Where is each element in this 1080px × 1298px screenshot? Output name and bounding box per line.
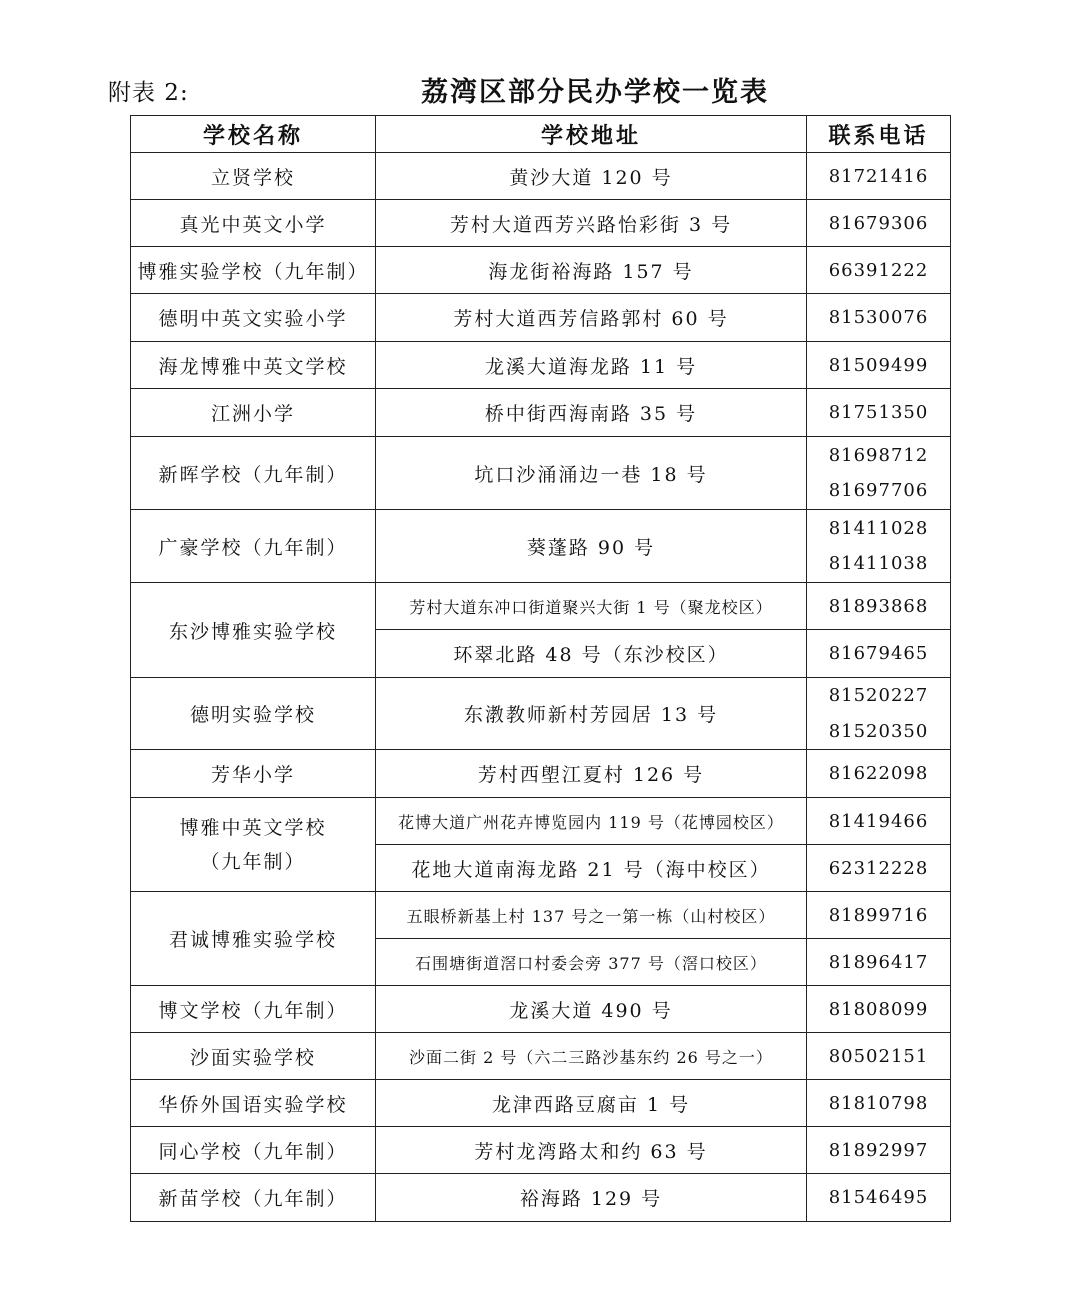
school-phone: 81679306 [807, 200, 951, 247]
table-row [131, 1174, 951, 1222]
school-phone: 81721416 [807, 153, 951, 200]
table-row [131, 342, 951, 389]
school-address: 沙面二街 2 号（六二三路沙基东约 26 号之一） [376, 1033, 807, 1080]
school-name: 博文学校（九年制） [131, 986, 376, 1033]
school-phone: 81520227 [828, 685, 929, 706]
school-name: 东沙博雅实验学校 [131, 583, 376, 678]
school-name-suffix: （九年制） [200, 850, 306, 873]
school-name: 新苗学校（九年制） [131, 1174, 376, 1222]
table-header-row [131, 116, 951, 153]
table-row [131, 750, 951, 798]
header-phone: 联系电话 [807, 116, 951, 153]
appendix-label: 附表 2: [108, 80, 189, 106]
school-name: 德明实验学校 [131, 678, 376, 750]
school-name-cell [131, 798, 376, 892]
school-address: 花地大道南海龙路 21 号（海中校区） [376, 845, 807, 892]
school-name: 海龙博雅中英文学校 [131, 342, 376, 389]
school-address: 东漖教师新村芳园居 13 号 [376, 678, 807, 750]
table-row [131, 678, 951, 750]
table-row [131, 294, 951, 342]
school-phone: 81546495 [807, 1174, 951, 1222]
school-name: 同心学校（九年制） [131, 1127, 376, 1174]
school-address: 芳村大道东冲口街道聚兴大街 1 号（聚龙校区） [376, 583, 807, 630]
school-phone: 81899716 [807, 892, 951, 939]
school-phone: 81509499 [807, 342, 951, 389]
school-address: 桥中街西海南路 35 号 [376, 389, 807, 437]
school-phone: 81419466 [807, 798, 951, 845]
school-phone: 81892997 [807, 1127, 951, 1174]
school-address: 海龙街裕海路 157 号 [376, 247, 807, 294]
table-row [131, 1080, 951, 1127]
school-phone: 81751350 [807, 389, 951, 437]
school-address: 坑口沙涌涌边一巷 18 号 [376, 437, 807, 510]
school-phone: 81411028 [828, 517, 929, 539]
school-phone: 81810798 [807, 1080, 951, 1127]
table-row [131, 510, 951, 583]
table-row [131, 583, 951, 630]
school-address: 葵蓬路 90 号 [376, 510, 807, 583]
table-row [131, 247, 951, 294]
table-row [131, 200, 951, 247]
school-phone-pair [807, 437, 951, 510]
school-address: 龙溪大道 490 号 [376, 986, 807, 1033]
school-phone: 66391222 [807, 247, 951, 294]
school-phone: 81530076 [807, 294, 951, 342]
school-address: 龙溪大道海龙路 11 号 [376, 342, 807, 389]
school-name: 德明中英文实验小学 [131, 294, 376, 342]
school-name: 君诚博雅实验学校 [131, 892, 376, 986]
school-address: 花博大道广州花卉博览园内 119 号（花博园校区） [376, 798, 807, 845]
school-name: 立贤学校 [131, 153, 376, 200]
school-name: 博雅中英文学校 [179, 816, 327, 839]
table-row [131, 798, 951, 845]
school-address: 芳村龙湾路太和约 63 号 [376, 1127, 807, 1174]
table-row [131, 153, 951, 200]
school-phone-2: 81520350 [828, 720, 929, 742]
table-row [131, 389, 951, 437]
school-name: 华侨外国语实验学校 [131, 1080, 376, 1127]
school-phone-pair [807, 678, 951, 750]
school-address: 芳村大道西芳信路郭村 60 号 [376, 294, 807, 342]
header-school-address: 学校地址 [376, 116, 807, 153]
table-row [131, 1127, 951, 1174]
school-phone: 81893868 [807, 583, 951, 630]
school-address: 芳村西塱江夏村 126 号 [376, 750, 807, 798]
school-address: 石围塘街道滘口村委会旁 377 号（滘口校区） [376, 939, 807, 986]
school-phone: 80502151 [807, 1033, 951, 1080]
school-address: 裕海路 129 号 [376, 1174, 807, 1222]
school-address: 龙津西路豆腐亩 1 号 [376, 1080, 807, 1127]
school-phone: 81698712 [828, 444, 929, 466]
school-name: 江洲小学 [131, 389, 376, 437]
school-name: 博雅实验学校（九年制） [131, 247, 376, 294]
table-row [131, 1033, 951, 1080]
school-phone: 62312228 [807, 845, 951, 892]
school-phone-2: 81411038 [828, 553, 929, 574]
table-row [131, 986, 951, 1033]
school-name: 真光中英文小学 [131, 200, 376, 247]
header-school-name: 学校名称 [131, 116, 376, 153]
school-address: 环翠北路 48 号（东沙校区） [376, 630, 807, 678]
table-row [131, 892, 951, 939]
school-phone-2: 81697706 [828, 480, 929, 501]
school-address: 黄沙大道 120 号 [376, 153, 807, 200]
school-name: 新晖学校（九年制） [131, 437, 376, 510]
school-phone-pair [807, 510, 951, 583]
school-name: 芳华小学 [131, 750, 376, 798]
school-table [130, 115, 951, 1222]
school-phone: 81679465 [807, 630, 951, 678]
school-phone: 81896417 [807, 939, 951, 986]
page-title: 荔湾区部分民办学校一览表 [421, 77, 769, 108]
table-row [131, 437, 951, 510]
school-address: 芳村大道西芳兴路怡彩街 3 号 [376, 200, 807, 247]
school-phone: 81808099 [807, 986, 951, 1033]
school-address: 五眼桥新基上村 137 号之一第一栋（山村校区） [376, 892, 807, 939]
school-name: 沙面实验学校 [131, 1033, 376, 1080]
school-phone: 81622098 [807, 750, 951, 798]
school-name: 广豪学校（九年制） [131, 510, 376, 583]
